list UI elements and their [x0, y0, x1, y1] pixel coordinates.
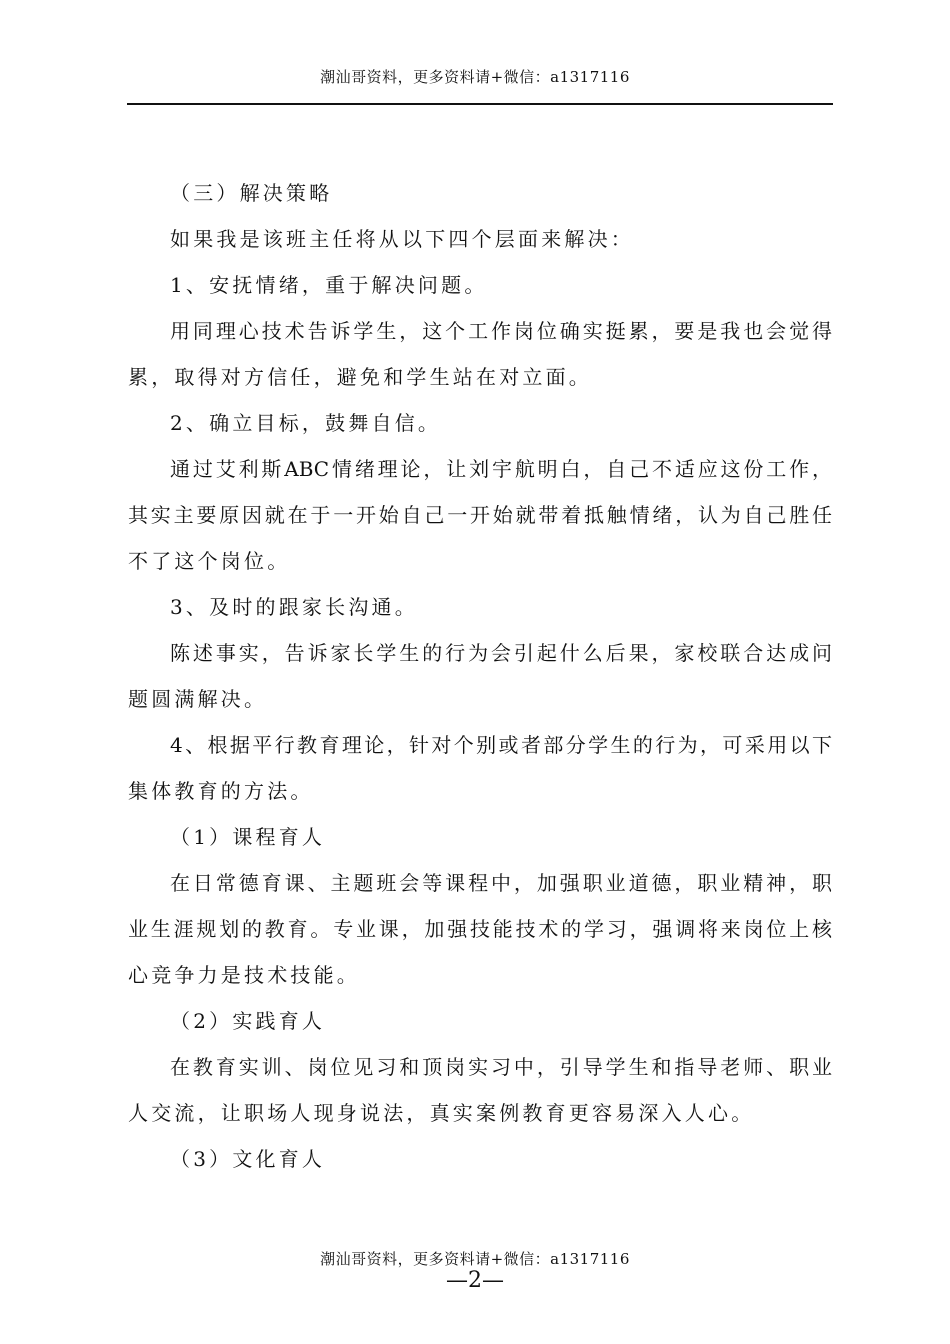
text-line: （三）解决策略: [170, 181, 333, 205]
page-number: —2—: [446, 1268, 504, 1293]
text-line: 4、根据平行教育理论，针对个别或者部分学生的行为，可采用以下: [170, 733, 832, 757]
text-line: （2）实践育人: [170, 1009, 326, 1033]
text-line: 题圆满解决。: [128, 687, 268, 711]
text-line: 人交流，让职场人现身说法，真实案例教育更容易深入人心。: [128, 1101, 755, 1125]
text-line: 2、确立目标，鼓舞自信。: [170, 411, 442, 435]
text-line: 如果我是该班主任将从以下四个层面来解决：: [170, 227, 634, 251]
text-line: 陈述事实，告诉家长学生的行为会引起什么后果，家校联合达成问: [170, 641, 832, 665]
text-line: 心竞争力是技术技能。: [128, 963, 360, 987]
text-line: 通过艾利斯ABC情绪理论，让刘宇航明白，自己不适应这份工作，: [170, 457, 832, 481]
text-line: 用同理心技术告诉学生，这个工作岗位确实挺累，要是我也会觉得: [170, 319, 832, 343]
document-body: [128, 170, 832, 1182]
text-line: 其实主要原因就在于一开始自己一开始就带着抵触情绪，认为自己胜任: [128, 503, 832, 527]
text-line: 1、安抚情绪，重于解决问题。: [170, 273, 488, 297]
text-line: 业生涯规划的教育。专业课，加强技能技术的学习，强调将来岗位上核: [128, 917, 832, 941]
text-line: （3）文化育人: [170, 1147, 326, 1171]
text-line: 集体教育的方法。: [128, 779, 314, 803]
page-footer: 潮汕哥资料，更多资料请+微信：a1317116: [320, 1250, 630, 1268]
text-line: 不了这个岗位。: [128, 549, 291, 573]
text-line: 3、及时的跟家长沟通。: [170, 595, 418, 619]
text-line: 累，取得对方信任，避免和学生站在对立面。: [128, 365, 592, 389]
header-rule: [127, 103, 833, 105]
text-line: 在教育实训、岗位见习和顶岗实习中，引导学生和指导老师、职业: [170, 1055, 832, 1079]
text-line: （1）课程育人: [170, 825, 326, 849]
page-header: 潮汕哥资料，更多资料请+微信：a1317116: [320, 68, 630, 86]
text-line: 在日常德育课、主题班会等课程中，加强职业道德，职业精神，职: [170, 871, 832, 895]
